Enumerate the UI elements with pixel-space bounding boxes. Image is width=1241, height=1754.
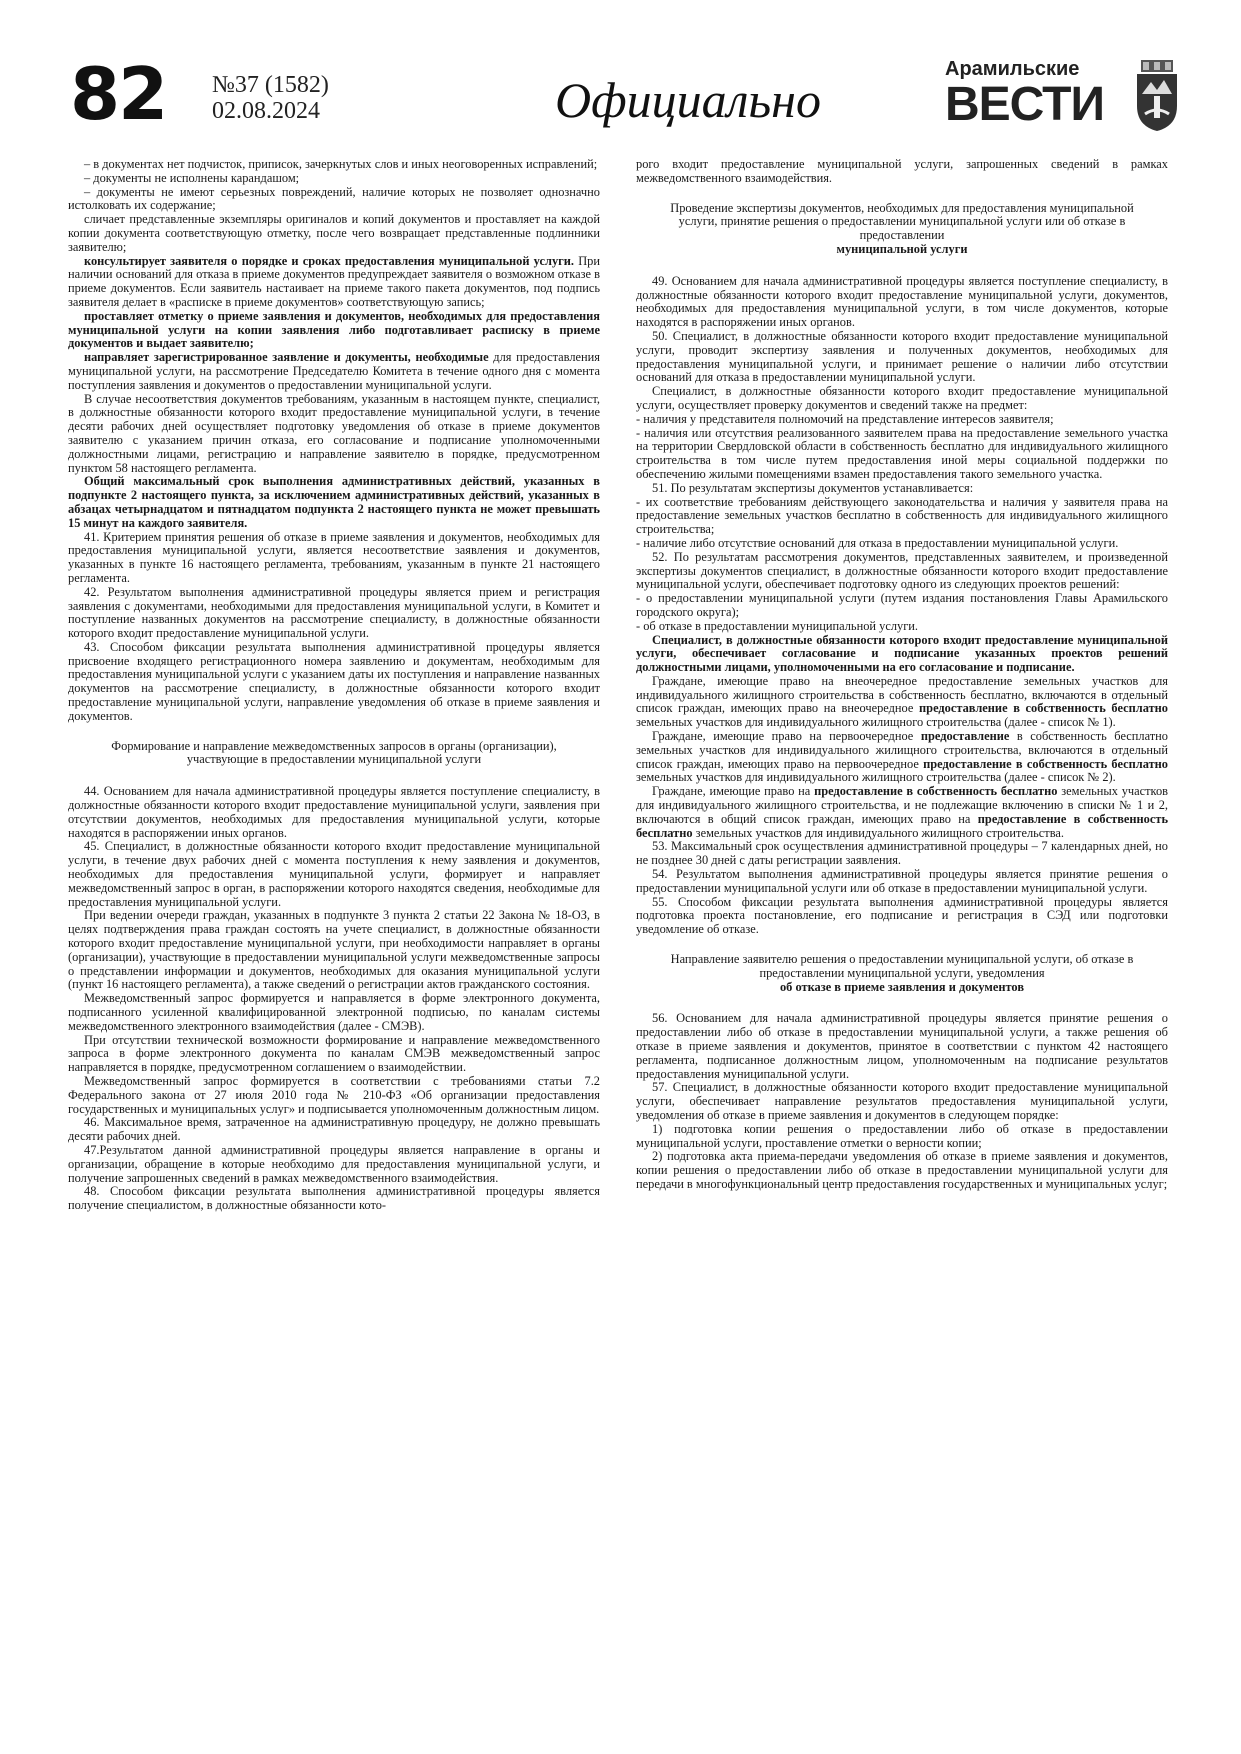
text: для предоставления муниципальной услуги, на рассмотрение Председателю Комитета в течение одного дня с момента поступления заявления и документов о предоставлении муниципальной услуги. (68, 350, 600, 392)
paragraph: 52. По результатам рассмотрения документов, представленных заявителем, и произведенной экспертизы документов специалист, в должностные обязанности которого входит предоставление муниципальной услуги, обеспечивает подготовку одного из следующих проектов решений: (636, 549, 1168, 592)
paragraph: - об отказе в предоставлении муниципальной услуги. (636, 618, 919, 633)
paragraph: 54. Результатом выполнения административной процедуры является принятие решения о предоставлении муниципальной услуги или об отказе в предоставлении муниципальной услуги. (636, 867, 1168, 895)
paragraph: 42. Результатом выполнения административной процедуры является прием и регистрация заявления с документами, необходимыми для предоставления муниципальной услуги, в Комитет и поступление названных документов на рассмотрение специалисту, в должностные обязанности которого входит предоставление муниципальной услуги. (68, 584, 600, 641)
paragraph: – в документах нет подчисток, приписок, зачеркнутых слов и иных неоговоренных исправлений; (84, 157, 598, 171)
text: земельных участков для индивидуального жилищного строительства. (692, 825, 1064, 840)
text: в собственность бесплатно земельных участков для индивидуального жилищного строительства, включаются в отдельный список граждан, имеющих право на первоочередное (636, 729, 1168, 771)
paragraph: рого входит предоставление муниципальной услуги, запрошенных сведений в рамках межведомственного взаимодействия. (636, 157, 1168, 185)
paragraph: 1) подготовка копии решения о предоставлении либо об отказе в предоставлении муниципальной услуги, проставление отметки о верности копии; (636, 1121, 1168, 1150)
heading-text: Проведение экспертизы документов, необходимых для предоставления муниципальной услуги, принятие решения о предоставлении муниципальной услуги или об отказе в предоставлении (670, 200, 1134, 243)
paragraph: 2) подготовка акта приема-передачи уведомления об отказе в приеме заявления и документов, копии решения о предоставлении либо об отказе в предоставлении муниципальной услуги для передачи в многофункциональный центр предоставления государственных и муниципальных услуг; (636, 1149, 1168, 1191)
bold-text: предоставление в собственность бесплатно (923, 756, 1168, 771)
paragraph: 48. Способом фиксации результата выполнения административной процедуры является получение специалистом, в должностные обязанности кото- (68, 1184, 600, 1213)
bold-text: предоставление в собственность бесплатно (919, 701, 1168, 716)
text: земельных участков для индивидуального жилищного строительства (далее - список № 2). (636, 770, 1116, 785)
paragraph: 44. Основанием для начала административной процедуры является поступление специалисту, в должностные обязанности которого входит предоставление муниципальной услуги, заявления при отсутствии документов, необходимых для предоставления муниципальной услуги, которые находятся в распоряжении иных органов. (68, 784, 600, 840)
heading-text: Направление заявителю решения о предоставлении муниципальной услуги, об отказе в предоставлении муниципальной услуги, уведомления (670, 952, 1134, 980)
paragraph (636, 675, 1168, 730)
paragraph: При отсутствии технической возможности формирование и направление межведомственного запроса в форме электронного документа по каналам СМЭВ межведомственный запрос направляется в порядке, предусмотренном соглашением о взаимодействии. (68, 1032, 600, 1075)
page-number: 82 (70, 52, 167, 136)
paragraph: 49. Основанием для начала административной процедуры является поступление специалисту, в должностные обязанности которого входит предоставление муниципальной услуги, документов, необходимых для предоставления муниципальной услуги, в том числе документов, которые находятся в распоряжении иных органов. (636, 273, 1168, 330)
page-header (0, 0, 1241, 150)
paragraph: - их соответствие требованиям действующего законодательства и наличия у заявителя права на предоставление земельных участков бесплатно в собственность для индивидуального жилищного строительства; (636, 494, 1168, 537)
paragraph (636, 730, 1168, 785)
bold-text: направляет зарегистрированное заявление и документы, необходимые (84, 350, 489, 365)
section-title: Официально (555, 72, 821, 128)
paragraph (68, 475, 600, 530)
paragraph: сличает представленные экземпляры оригиналов и копий документов и проставляет на каждой копии документа соответствующую отметку, после чего возвращает представленные подлинники заявителю; (68, 212, 600, 254)
text: Граждане, имеющие право на (652, 784, 815, 799)
section-heading (660, 953, 1144, 994)
coat-of-arms-icon (1135, 60, 1179, 132)
text: При наличии оснований для отказа в приеме документов предупреждает заявителя о возможном отказе в приеме документов. Если заявитель настаивает на приеме такого пакета документов, под подпись заявителя делает в «расписке в приеме документов» соответствующую запись; (68, 253, 600, 309)
newspaper-logo (945, 58, 1125, 138)
text: земельных участков для индивидуального жилищного строительства (далее - список № 1). (636, 715, 1116, 730)
right-column (636, 158, 1168, 1192)
paragraph: - наличия у представителя полномочий на представление интересов заявителя; (636, 411, 1054, 426)
paragraph: В случае несоответствия документов требованиям, указанным в настоящем пункте, специалист, в должностные обязанности которого входит предоставление муниципальной услуги, в течение десяти рабочих дней осуществляет подготовку уведомления об отказе в приеме документов заявителю с указанием причин отказа, его согласование и подписание уполномоченными должностными лицами, регистрацию и направление заявителю в порядке, предусмотренном пунктом 58 настоящего регламента. (68, 391, 600, 475)
paragraph: Межведомственный запрос формируется и направляется в форме электронного документа, подписанного усиленной квалифицированной электронной подписью, по каналам системы межведомственного электронного взаимодействия (далее - СМЭВ). (68, 991, 600, 1033)
paragraph: - о предоставлении муниципальной услуги (путем издания постановления Главы Арамильского городского округа); (636, 591, 1168, 619)
paragraph: 50. Специалист, в должностные обязанности которого входит предоставление муниципальной услуги, проводит экспертизу заявления и полученных документов, необходимых для предоставления муниципальной услуги, и принимает решение о наличии либо отсутствии оснований для отказа в предоставлении муниципальной услуги. (636, 328, 1168, 385)
text: Граждане, имеющие право на внеочередное предоставление земельных участков для индивидуального жилищного строительства в собственность бесплатно, включаются в отдельный список граждан, имеющих право на внеочередное (636, 673, 1168, 716)
paragraph: - наличие либо отсутствие оснований для отказа в предоставлении муниципальной услуги. (636, 535, 1119, 550)
paragraph: 46. Максимальное время, затраченное на административную процедуру, не должно превышать десяти рабочих дней. (68, 1115, 600, 1144)
paragraph (636, 785, 1168, 840)
paragraph: 47.Результатом данной административной процедуры является направление в органы и организации, обращение в которые необходимо для предоставления муниципальной услуги, и получение запрошенных сведений в рамках межведомственного взаимодействия. (68, 1142, 600, 1185)
paragraph: 53. Максимальный срок осуществления административной процедуры – 7 календарных дней, но не позднее 30 дней с даты регистрации заявления. (636, 839, 1168, 868)
heading-bold-text: об отказе в приеме заявления и документов (779, 979, 1025, 994)
paragraph: При ведении очереди граждан, указанных в подпункте 3 пункта 2 статьи 22 Закона № 18-ОЗ, в целях подтверждения права граждан состоять на учете специалист, в должностные обязанности которого входит предоставление муниципальной услуги, при необходимости направляет в органы (организации), участвующие в предоставлении муниципальной услуги межведомственные запросы о представлении информации и документов, необходимых для оказания муниципальной услуги (пункт 16 настоящего регламента), а также сведений о регистрации актов гражданского состояния. (68, 908, 600, 992)
logo-main-text: ВЕСТИ (945, 78, 1104, 131)
issue-info (212, 72, 329, 124)
text: Граждане, имеющие право на первоочередное (652, 729, 921, 744)
paragraph (636, 634, 1168, 675)
bold-text: предоставление в собственность бесплатно (814, 784, 1058, 799)
paragraph (68, 310, 600, 351)
bold-text: Общий максимальный срок выполнения административных действий, указанных в подпункте 2 настоящего пункта, за исключением административных действий, указанных в абзацах четырнадцатом и пятнадцатом подпункта 2 настоящего пункта не может превышать 15 минут на каждого заявителя. (68, 474, 600, 530)
paragraph: 55. Способом фиксации результата выполнения административной процедуры является подготовка проекта постановление, его подписание и регистрация в СЭД или подготовки уведомление об отказе. (636, 894, 1168, 937)
issue-date: 02.08.2024 (212, 98, 320, 124)
logo-top-text: Арамильские (945, 58, 1080, 80)
paragraph: 45. Специалист, в должностные обязанности которого входит предоставление муниципальной услуги, в течение двух рабочих дней с момента поступления к нему заявления и документов, необходимых для предоставления муниципальной услуги, формирует и направляет межведомственный запрос в орган, в распоряжении которого находятся сведения, необходимые для предоставления муниципальной услуги. (68, 839, 600, 909)
paragraph: Специалист, в должностные обязанности которого входит предоставление муниципальной услуги, осуществляет проверку документов и сведений также на предмет: (636, 384, 1168, 412)
left-column (68, 158, 600, 1213)
paragraph: 43. Способом фиксации результата выполнения административной процедуры является присвоение входящего регистрационного номера заявлению и документам, необходимым для предоставления муниципальной услуги с указанием даты их поступления и направление названных документов на рассмотрение специалисту, в должностные обязанности которого входит предоставление муниципальной услуги, направление уведомления об отказе в приеме заявления и документов. (68, 639, 600, 723)
paragraph: 56. Основанием для начала административной процедуры является принятие решения о предоставлении либо об отказе в предоставлении муниципальной услуги, а также решения об отказе в приеме заявления и документов, принятое в соответствии с пунктом 42 настоящего регламента, подписанное должностным лицом, уполномоченным на подписание результатов предоставления муниципальной услуги. (636, 1011, 1168, 1081)
bold-text: Специалист, в должностные обязанности которого входит предоставление муниципальной услуги, обеспечивает согласование и подписание указанных проектов решений должностными лицами, уполномоченными на его согласование и подписание. (636, 632, 1168, 675)
paragraph: 41. Критерием принятия решения об отказе в приеме заявления и документов, необходимых для предоставления муниципальной услуги, является несоответствие заявления и документов, указанных в пункте 16 настоящего регламента, требованиям, указанным в пункте 21 настоящего регламента. (68, 529, 600, 585)
bold-text: консультирует заявителя о порядке и сроках предоставления муниципальной услуги. (84, 253, 574, 268)
heading-bold-text: муниципальной услуги (836, 241, 968, 256)
paragraph: – документы не исполнены карандашом; (84, 170, 300, 185)
text: земельных участков для индивидуального жилищного строительства, и не подлежащие включению в списки № 1 и 2, включаются в общий список граждан, имеющих право на (636, 784, 1168, 826)
section-heading: Формирование и направление межведомственных запросов в органы (организации), участвующие в предоставлении муниципальной услуги (111, 738, 557, 767)
paragraph (68, 255, 600, 310)
section-heading (660, 202, 1144, 257)
paragraph: 51. По результатам экспертизы документов устанавливается: (652, 480, 974, 495)
paragraph: – документы не имеют серьезных повреждений, наличие которых не позволяет однозначно истолковать их содержание; (68, 184, 600, 213)
paragraph: - наличия или отсутствия реализованного заявителем права на предоставление земельного участка на территории Свердловской области в собственность бесплатно для индивидуального жилищного строительства в том числе путем предоставления иной меры социальной поддержки по обеспечению жилыми помещениями взамен предоставления такого земельного участка. (636, 425, 1168, 481)
paragraph (68, 351, 600, 392)
bold-text: предоставление (920, 729, 1010, 744)
paragraph: 57. Специалист, в должностные обязанности которого входит предоставление муниципальной услуги, обеспечивает направление результатов предоставления муниципальной услуги, уведомления об отказе в приеме заявления и документов в следующем порядке: (636, 1080, 1168, 1122)
issue-number: №37 (1582) (212, 72, 329, 98)
paragraph: Межведомственный запрос формируется в соответствии с требованиями статьи 7.2 Федерального закона от 27 июля 2010 года № 210-ФЗ «Об организации предоставления государственных и муниципальных услуг» и подписывается уполномоченным должностным лицом. (68, 1074, 600, 1116)
bold-text: проставляет отметку о приеме заявления и документов, необходимых для предоставления муниципальной услуги на копии заявления либо подготавливает расписку в приеме документов и выдает заявителю; (68, 308, 600, 351)
bold-text: предоставление в собственность бесплатно (636, 811, 1168, 840)
